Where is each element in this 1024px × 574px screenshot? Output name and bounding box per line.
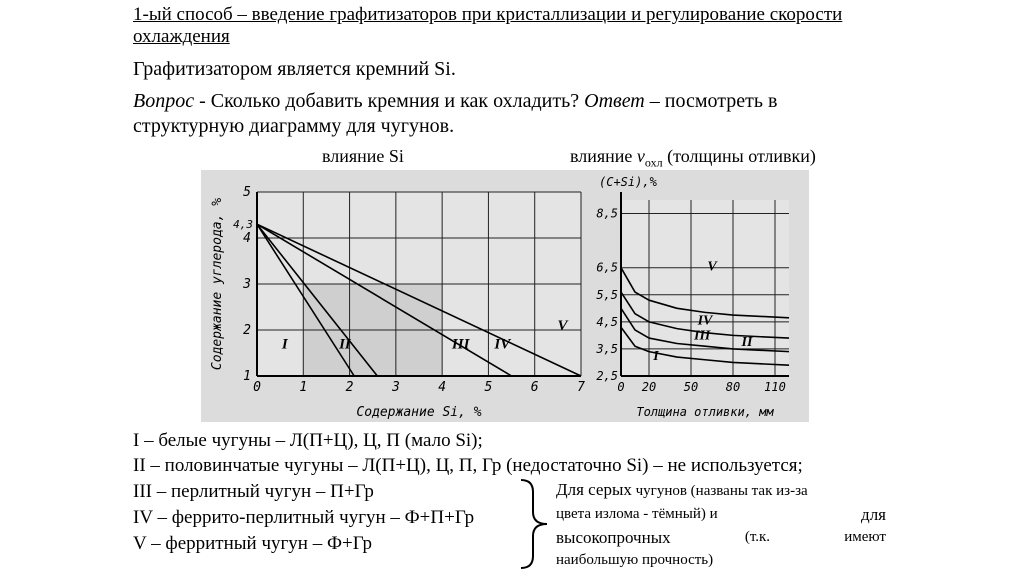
left-y-tick: 4 <box>243 231 251 246</box>
right-y-tick: 4,5 <box>596 314 618 329</box>
caption-right-nu: ν <box>636 146 645 166</box>
right-region-label: I <box>653 348 659 364</box>
right-x-axis-label: Толщина отливки, мм <box>636 405 774 419</box>
caption-right-sub: охл <box>644 155 663 170</box>
right-y-tick: 8,5 <box>596 206 618 221</box>
gray-iron-note <box>556 478 886 572</box>
right-y-tick: 2,5 <box>596 369 618 383</box>
answer-line-2: структурную диаграмму для чугунов. <box>133 115 455 137</box>
right-region-label: V <box>707 259 717 275</box>
left-y-tick-extra: 4,3 <box>233 218 253 232</box>
caption-right <box>570 146 816 171</box>
right-x-tick: 50 <box>683 380 699 394</box>
right-region-label: II <box>741 335 753 351</box>
note-w1: Для серых <box>556 480 632 499</box>
note-w6: (т.к. <box>744 529 771 545</box>
note-w3: цвета излома - тёмный) и <box>556 506 718 522</box>
note-w4: для <box>861 505 886 524</box>
answer-label: Ответ <box>584 90 645 112</box>
left-region-label: V <box>557 318 568 334</box>
structure-diagram-svg <box>201 170 809 422</box>
right-x-tick: 80 <box>725 380 741 394</box>
left-region-label: I <box>281 336 288 353</box>
right-y-tick: 6,5 <box>596 260 618 275</box>
legend-line-5: V – ферритный чугун – Ф+Гр <box>133 533 372 554</box>
right-x-tick: 20 <box>641 380 657 394</box>
left-region-label: IV <box>494 336 511 353</box>
left-x-tick: 6 <box>530 380 539 395</box>
curly-brace <box>517 478 553 570</box>
left-region-label: III <box>451 336 470 353</box>
legend-line-1: I – белые чугуны – Л(П+Ц), Ц, П (мало Si); <box>133 430 483 451</box>
left-y-tick: 2 <box>243 323 251 338</box>
right-region-label: IV <box>697 313 713 329</box>
left-y-tick: 5 <box>243 185 251 200</box>
note-w2: чугунов (названы так из-за <box>635 483 808 499</box>
right-y-tick: 5,5 <box>596 287 618 302</box>
note-w8: наибольшую прочность) <box>556 552 714 568</box>
left-x-tick: 7 <box>577 380 585 395</box>
left-x-axis-label: Содержание Si, % <box>356 405 482 420</box>
left-x-tick: 1 <box>299 380 308 395</box>
right-x-tick: 110 <box>764 380 786 394</box>
question-line <box>133 90 777 113</box>
left-x-tick: 5 <box>484 380 493 395</box>
left-x-tick: 0 <box>253 380 261 395</box>
left-x-tick: 2 <box>345 380 354 395</box>
right-y-tick: 3,5 <box>596 341 618 356</box>
caption-left: влияние Si <box>322 146 404 166</box>
legend-line-4: IV – феррито-перлитный чугун – Ф+П+Гр <box>133 507 475 528</box>
caption-right-suffix: (толщины отливки) <box>662 146 816 166</box>
slide-title: 1-ый способ – введение графитизаторов при кристаллизации и регулирование скорости охлаждения <box>133 4 843 47</box>
right-region-label: III <box>694 328 711 344</box>
graphitizer-statement: Графитизатором является кремний Si. <box>133 58 456 80</box>
caption-right-prefix: влияние <box>570 146 637 166</box>
left-y-axis-label: Содержание углерода, % <box>210 197 225 371</box>
legend-line-2: II – половинчатые чугуны – Л(П+Ц), Ц, П, Гр (недостаточно Si) – не используется; <box>133 455 803 476</box>
note-w7: имеют <box>844 529 886 545</box>
answer-text: – посмотреть в <box>644 90 778 112</box>
left-x-tick: 3 <box>391 380 400 395</box>
left-x-tick: 4 <box>438 380 447 395</box>
question-text: - Сколько добавить кремния и как охладить? <box>194 90 585 112</box>
question-label: Вопрос <box>133 90 195 112</box>
right-y-axis-label: (C+Si),% <box>599 175 657 189</box>
left-y-tick: 3 <box>243 277 251 292</box>
legend-line-3: III – перлитный чугун – П+Гр <box>133 481 374 502</box>
left-region-label: II <box>339 336 351 353</box>
note-w5: высокопрочных <box>556 528 671 547</box>
right-plot-area <box>621 200 789 376</box>
left-y-tick: 1 <box>243 369 251 384</box>
structure-diagram-figure <box>201 170 809 422</box>
right-x-tick: 0 <box>617 380 625 394</box>
